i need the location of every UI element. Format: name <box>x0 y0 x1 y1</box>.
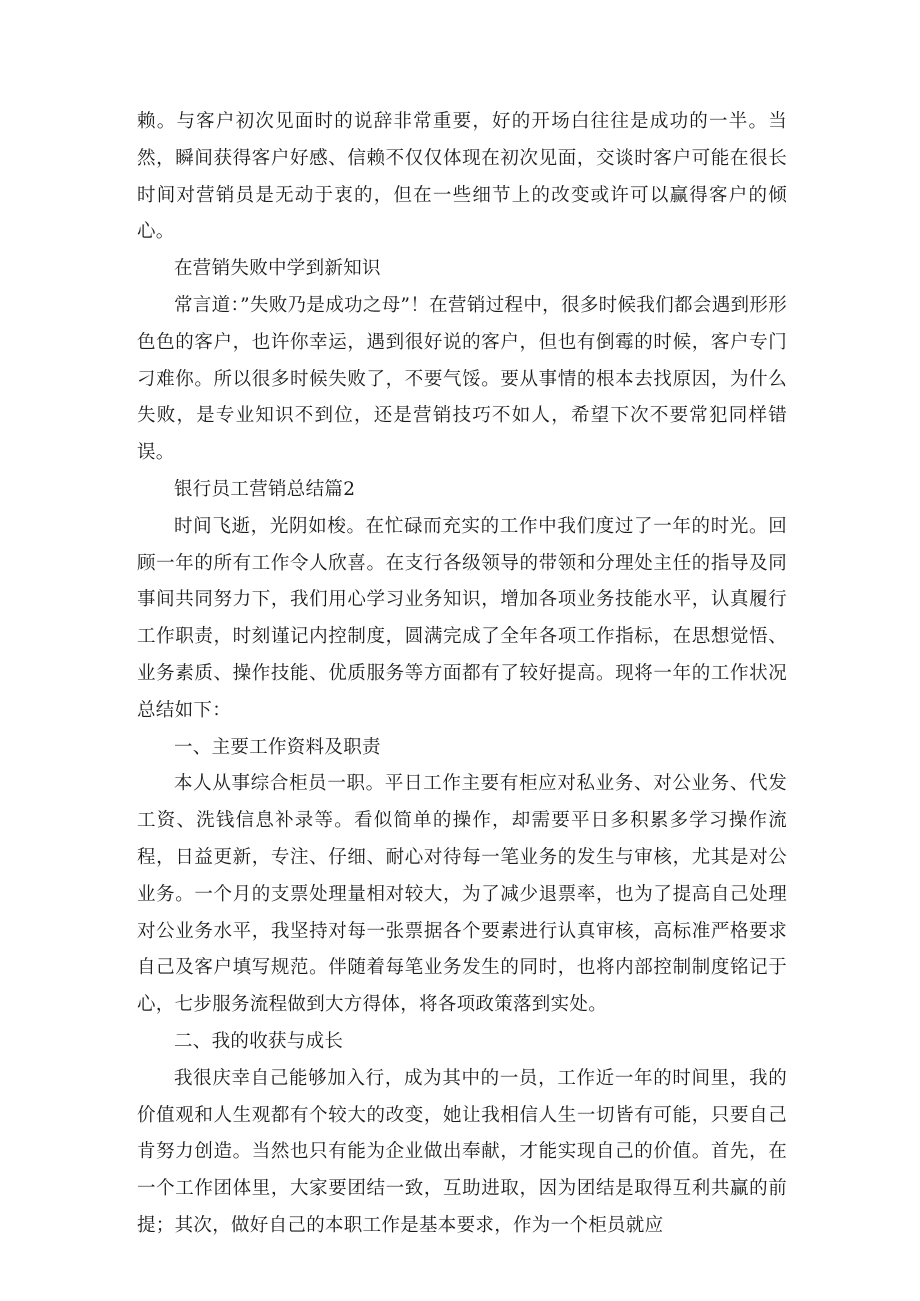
document-page <box>137 104 787 1245</box>
section-heading-growth: 二、我的收获与成长 <box>174 1030 344 1052</box>
paragraph-growth: 我很庆幸自己能够加入行，成为其中的一员，工作近一年的时间里，我的价值观和人生观都有个较大的改变，她让我相信人生一切皆有可能，只要自己肯努力创造。当然也只有能为企业做出奉献，才能实现自己的价值。首先，在一个工作团体里，大家要团结一致，互助进取，因为团结是取得互利共赢的前提；其次，做好自己的本职工作是基本要求，作为一个柜员就应 <box>137 1067 787 1236</box>
section-heading-sales-failure: 在营销失败中学到新知识 <box>174 258 381 280</box>
section-heading-duties: 一、主要工作资料及职责 <box>174 736 381 758</box>
paragraph-continued: 赖。与客户初次见面时的说辞非常重要，好的开场白往往是成功的一半。当然，瞬间获得客户好感、信赖不仅仅体现在初次见面，交谈时客户可能在很长时间对营销员是无动于衷的，但在一些细节上的改变或许可以赢得客户的倾心。 <box>137 111 787 243</box>
section-heading-summary-2: 银行员工营销总结篇2 <box>174 478 356 500</box>
paragraph-duties: 本人从事综合柜员一职。平日工作主要有柜应对私业务、对公业务、代发工资、洗钱信息补录等。看似简单的操作，却需要平日多积累多学习操作流程，日益更新，专注、仔细、耐心对待每一笔业务的发生与审核，尤其是对公业务。一个月的支票处理量相对较大，为了减少退票率，也为了提高自己处理对公业务水平，我坚持对每一张票据各个要素进行认真审核，高标准严格要求自己及客户填写规范。伴随着每笔业务发生的同时，也将内部控制制度铭记于心，七步服务流程做到大方得体，将各项政策落到实处。 <box>137 773 787 1016</box>
paragraph-intro: 时间飞逝，光阴如梭。在忙碌而充实的工作中我们度过了一年的时光。回顾一年的所有工作令人欣喜。在支行各级领导的带领和分理处主任的指导及同事间共同努力下，我们用心学习业务知识，增加各项业务技能水平，认真履行工作职责，时刻谨记内控制度，圆满完成了全年各项工作指标，在思想觉悟、业务素质、操作技能、优质服务等方面都有了较好提高。现将一年的工作状况总结如下： <box>137 515 787 721</box>
paragraph-failure: 常言道：”失败乃是成功之母”！在营销过程中，很多时候我们都会遇到形形色色的客户，也许你幸运，遇到很好说的客户，但也有倒霉的时候，客户专门刁难你。所以很多时候失败了，不要气馁。要从事情的根本去找原因，为什么失败，是专业知识不到位，还是营销技巧不如人，希望下次不要常犯同样错误。 <box>137 294 787 464</box>
